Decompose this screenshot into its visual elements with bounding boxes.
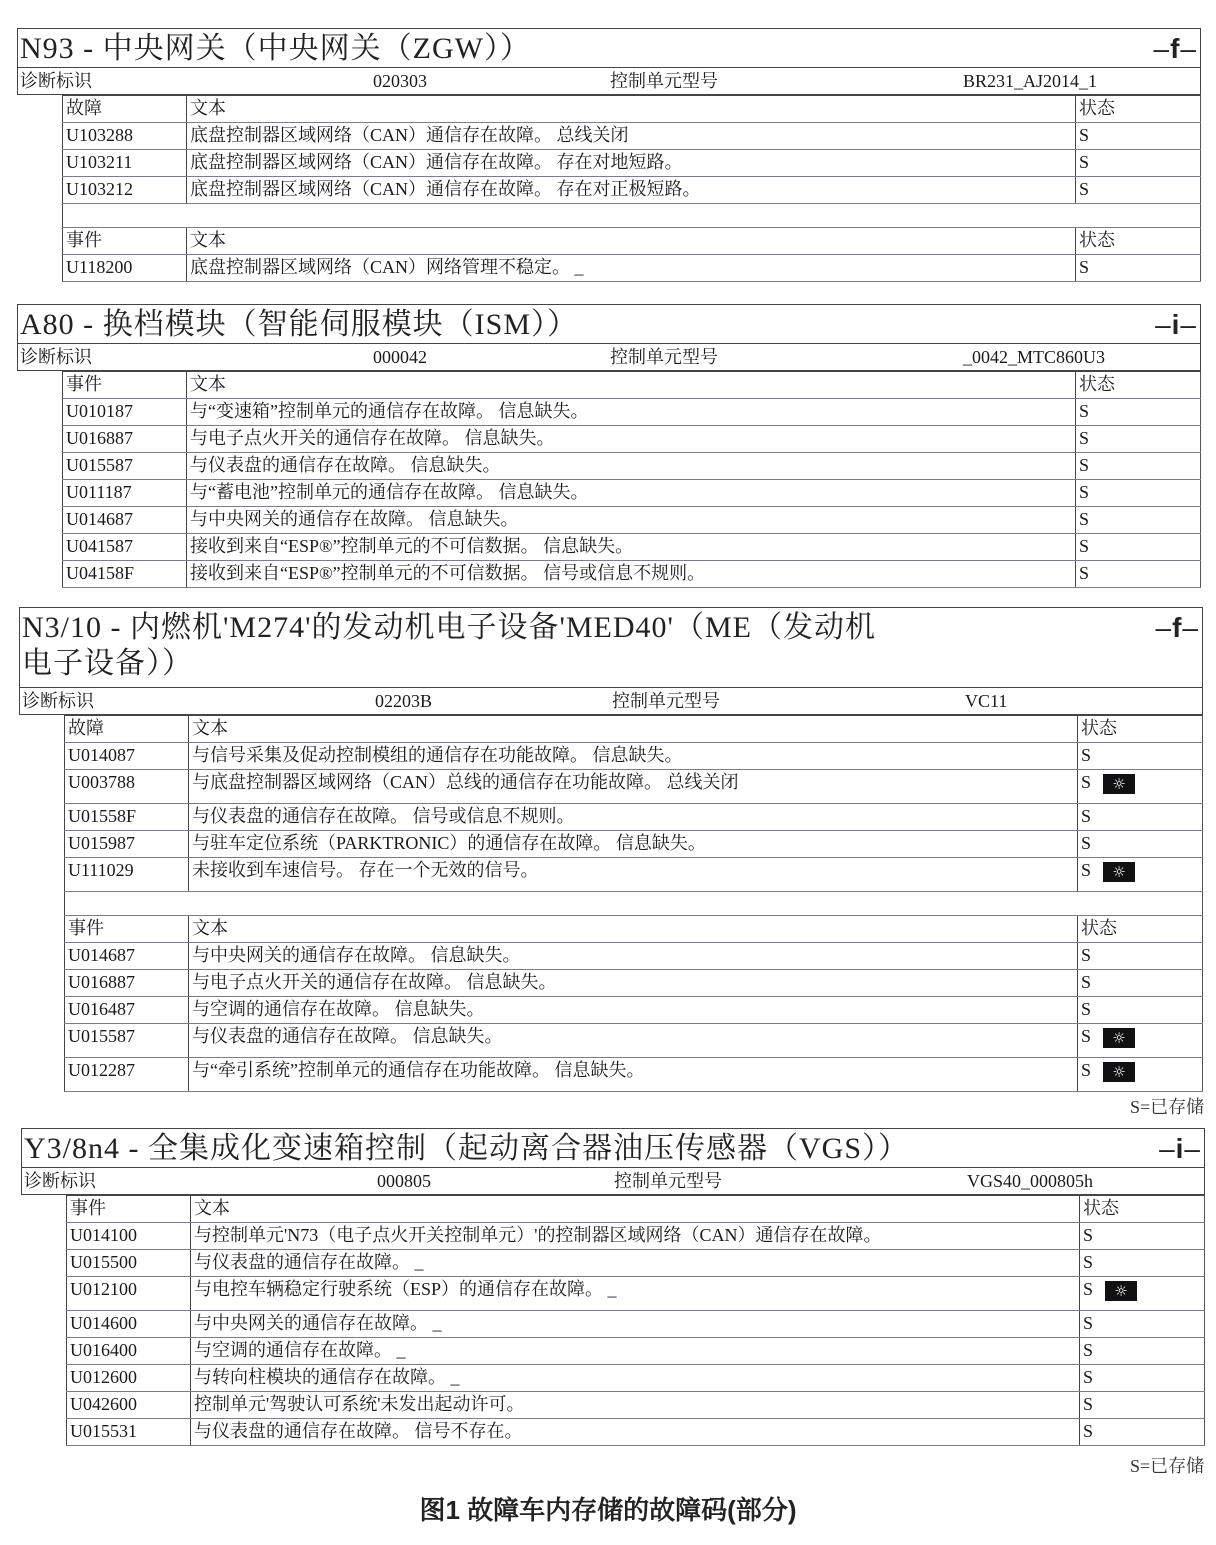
- text-cell: 与电控车辆稳定行驶系统（ESP）的通信存在故障。 _: [191, 1277, 1080, 1311]
- text-cell: 接收到来自“ESP®”控制单元的不可信数据。 信息缺失。: [187, 534, 1076, 561]
- code-cell: U04158F: [63, 561, 187, 588]
- status-value: S: [1081, 772, 1092, 792]
- col-event: 事件: [63, 228, 187, 255]
- code-cell: U012100: [67, 1277, 191, 1311]
- cu-model-label: 控制单元型号: [614, 1171, 722, 1191]
- module-a80: [17, 304, 1201, 588]
- legend-stored: S=已存储: [1130, 1456, 1205, 1476]
- table-row: [63, 399, 1201, 426]
- col-status: 状态: [1076, 228, 1201, 255]
- module-title: [19, 607, 1203, 687]
- text-cell: 接收到来自“ESP®”控制单元的不可信数据。 信号或信息不规则。: [187, 561, 1076, 588]
- code-cell: U015987: [65, 831, 189, 858]
- table-row: [65, 770, 1203, 804]
- text-cell: 与“蓄电池”控制单元的通信存在故障。 信息缺失。: [187, 480, 1076, 507]
- fault-flag-icon: – f –: [1156, 610, 1198, 646]
- diagnosis-row: [17, 343, 1201, 371]
- status-cell: S: [1076, 177, 1201, 204]
- diag-id-label: 诊断标识: [20, 71, 92, 91]
- col-status: 状态: [1078, 716, 1203, 743]
- text-cell: 与空调的通信存在故障。 _: [191, 1338, 1080, 1365]
- sun-icon: ☼: [1103, 1062, 1135, 1082]
- code-cell: U118200: [63, 255, 187, 282]
- code-cell: U01558F: [65, 804, 189, 831]
- module-title: [17, 304, 1201, 343]
- col-event: 事件: [65, 916, 189, 943]
- col-text: 文本: [189, 716, 1078, 743]
- cu-model-label: 控制单元型号: [612, 691, 720, 711]
- status-cell: S: [1076, 453, 1201, 480]
- status-cell: [1078, 1058, 1203, 1092]
- col-text: 文本: [189, 916, 1078, 943]
- code-cell: U103211: [63, 150, 187, 177]
- code-cell: U015587: [63, 453, 187, 480]
- status-value: S: [1083, 1279, 1094, 1299]
- text-cell: 未接收到车速信号。 存在一个无效的信号。: [189, 858, 1078, 892]
- table-row: [65, 1024, 1203, 1058]
- code-cell: U014600: [67, 1311, 191, 1338]
- col-status: 状态: [1076, 96, 1201, 123]
- code-cell: U014087: [65, 743, 189, 770]
- info-flag-icon: – i –: [1155, 307, 1196, 343]
- status-cell: S: [1078, 831, 1203, 858]
- module-name: A80 - 换档模块（智能伺服模块（ISM））: [20, 308, 579, 341]
- table-row: [63, 480, 1201, 507]
- table-header: [65, 916, 1203, 943]
- code-cell: U016487: [65, 997, 189, 1024]
- col-text: 文本: [191, 1196, 1080, 1223]
- table-row: [65, 943, 1203, 970]
- status-cell: S: [1080, 1223, 1205, 1250]
- text-cell: 与电子点火开关的通信存在故障。 信息缺失。: [189, 970, 1078, 997]
- diag-id-value: 020303: [373, 71, 427, 91]
- code-cell: U015531: [67, 1419, 191, 1446]
- diag-id-value: 02203B: [375, 691, 433, 711]
- code-cell: U042600: [67, 1392, 191, 1419]
- info-flag-icon: – i –: [1159, 1131, 1200, 1167]
- diag-id-value: 000805: [377, 1171, 431, 1191]
- module-n3-10: [19, 607, 1203, 1092]
- table-header: [65, 716, 1203, 743]
- diag-id-label: 诊断标识: [20, 347, 92, 367]
- table-row: [67, 1223, 1205, 1250]
- status-cell: [1078, 858, 1203, 892]
- col-status: 状态: [1078, 916, 1203, 943]
- code-cell: U014687: [63, 507, 187, 534]
- text-cell: 与中央网关的通信存在故障。 _: [191, 1311, 1080, 1338]
- col-text: 文本: [187, 228, 1076, 255]
- text-cell: 底盘控制器区域网络（CAN）通信存在故障。 存在对地短路。: [187, 150, 1076, 177]
- code-table: [62, 95, 1201, 282]
- table-row: [65, 1058, 1203, 1092]
- text-cell: 与中央网关的通信存在故障。 信息缺失。: [189, 943, 1078, 970]
- text-cell: 与仪表盘的通信存在故障。 信号不存在。: [191, 1419, 1080, 1446]
- code-cell: U003788: [65, 770, 189, 804]
- code-cell: U012287: [65, 1058, 189, 1092]
- module-title: [17, 28, 1201, 67]
- text-cell: 与信号采集及促动控制模组的通信存在功能故障。 信息缺失。: [189, 743, 1078, 770]
- status-cell: S: [1076, 561, 1201, 588]
- table-row: [63, 426, 1201, 453]
- table-row: [67, 1250, 1205, 1277]
- col-fault: 故障: [63, 96, 187, 123]
- code-cell: U041587: [63, 534, 187, 561]
- text-cell: 控制单元'驾驶认可系统'未发出起动许可。: [191, 1392, 1080, 1419]
- text-cell: 与“变速箱”控制单元的通信存在故障。 信息缺失。: [187, 399, 1076, 426]
- diagnosis-row: [21, 1167, 1205, 1195]
- text-cell: 与“牵引系统”控制单元的通信存在功能故障。 信息缺失。: [189, 1058, 1078, 1092]
- col-text: 文本: [187, 372, 1076, 399]
- code-table: [66, 1195, 1205, 1446]
- code-cell: U010187: [63, 399, 187, 426]
- status-cell: S: [1076, 255, 1201, 282]
- text-cell: 与仪表盘的通信存在故障。 信息缺失。: [187, 453, 1076, 480]
- module-title: [21, 1128, 1205, 1167]
- code-table: [62, 371, 1201, 588]
- status-cell: S: [1076, 150, 1201, 177]
- status-cell: S: [1078, 997, 1203, 1024]
- status-cell: S: [1080, 1311, 1205, 1338]
- diagnosis-row: [17, 67, 1201, 95]
- table-row: [63, 561, 1201, 588]
- code-cell: U011187: [63, 480, 187, 507]
- table-row: [63, 453, 1201, 480]
- code-cell: U012600: [67, 1365, 191, 1392]
- col-status: 状态: [1080, 1196, 1205, 1223]
- status-cell: S: [1078, 804, 1203, 831]
- fault-flag-icon: – f –: [1154, 31, 1196, 67]
- col-text: 文本: [187, 96, 1076, 123]
- module-y3-8n4: [21, 1128, 1205, 1446]
- text-cell: 底盘控制器区域网络（CAN）网络管理不稳定。 _: [187, 255, 1076, 282]
- table-row: [67, 1277, 1205, 1311]
- status-cell: S: [1078, 743, 1203, 770]
- module-name: N93 - 中央网关（中央网关（ZGW））: [20, 32, 531, 65]
- table-row: [63, 534, 1201, 561]
- status-cell: S: [1076, 507, 1201, 534]
- text-cell: 与控制单元'N73（电子点火开关控制单元）'的控制器区域网络（CAN）通信存在故障。: [191, 1223, 1080, 1250]
- text-cell: 与转向柱模块的通信存在故障。 _: [191, 1365, 1080, 1392]
- cu-model-value: VGS40_000805h: [967, 1171, 1094, 1191]
- status-cell: S: [1080, 1338, 1205, 1365]
- text-cell: 与仪表盘的通信存在故障。 _: [191, 1250, 1080, 1277]
- text-cell: 底盘控制器区域网络（CAN）通信存在故障。 总线关闭: [187, 123, 1076, 150]
- col-status: 状态: [1076, 372, 1201, 399]
- diag-id-value: 000042: [373, 347, 427, 367]
- table-row: [63, 177, 1201, 204]
- cu-model-value: _0042_MTC860U3: [963, 347, 1106, 367]
- status-cell: S: [1080, 1419, 1205, 1446]
- table-header: [63, 372, 1201, 399]
- cu-model-label: 控制单元型号: [610, 347, 718, 367]
- code-cell: U015587: [65, 1024, 189, 1058]
- text-cell: 与仪表盘的通信存在故障。 信息缺失。: [189, 1024, 1078, 1058]
- diag-id-label: 诊断标识: [22, 691, 94, 711]
- module-n93: [17, 28, 1201, 282]
- code-cell: U016887: [63, 426, 187, 453]
- status-cell: S: [1076, 399, 1201, 426]
- module-name: Y3/8n4 - 全集成化变速箱控制（起动离合器油压传感器（VGS））: [24, 1132, 910, 1165]
- table-row: [65, 997, 1203, 1024]
- code-cell: U016887: [65, 970, 189, 997]
- legend-stored: S=已存储: [1130, 1097, 1205, 1117]
- col-event: 事件: [67, 1196, 191, 1223]
- status-cell: [1078, 1024, 1203, 1058]
- table-row: [65, 858, 1203, 892]
- table-row: [65, 743, 1203, 770]
- status-cell: S: [1076, 426, 1201, 453]
- sun-icon: ☼: [1103, 774, 1135, 794]
- table-row: [65, 804, 1203, 831]
- code-cell: U103288: [63, 123, 187, 150]
- table-row: [63, 150, 1201, 177]
- status-cell: [1078, 770, 1203, 804]
- status-cell: S: [1076, 534, 1201, 561]
- code-table: [64, 715, 1203, 1092]
- cu-model-value: BR231_AJ2014_1: [963, 71, 1098, 91]
- text-cell: 与空调的通信存在故障。 信息缺失。: [189, 997, 1078, 1024]
- diag-id-label: 诊断标识: [24, 1171, 96, 1191]
- code-cell: U014100: [67, 1223, 191, 1250]
- table-row: [63, 255, 1201, 282]
- text-cell: 底盘控制器区域网络（CAN）通信存在故障。 存在对正极短路。: [187, 177, 1076, 204]
- text-cell: 与中央网关的通信存在故障。 信息缺失。: [187, 507, 1076, 534]
- module-name: N3/10 - 内燃机'M274'的发动机电子设备'MED40'（ME（发动机电子设备））: [22, 611, 876, 680]
- diagnosis-row: [19, 687, 1203, 715]
- table-header: [67, 1196, 1205, 1223]
- status-value: S: [1081, 1060, 1092, 1080]
- cu-model-label: 控制单元型号: [610, 71, 718, 91]
- spacer-row: [63, 204, 1201, 228]
- status-cell: S: [1076, 480, 1201, 507]
- status-cell: S: [1078, 943, 1203, 970]
- table-row: [67, 1365, 1205, 1392]
- col-event: 事件: [63, 372, 187, 399]
- table-header: [63, 96, 1201, 123]
- code-cell: U015500: [67, 1250, 191, 1277]
- table-row: [67, 1419, 1205, 1446]
- code-cell: U016400: [67, 1338, 191, 1365]
- code-cell: U014687: [65, 943, 189, 970]
- table-row: [65, 831, 1203, 858]
- status-value: S: [1081, 1026, 1092, 1046]
- code-cell: U111029: [65, 858, 189, 892]
- table-row: [67, 1338, 1205, 1365]
- table-row: [67, 1392, 1205, 1419]
- status-value: S: [1081, 860, 1092, 880]
- text-cell: 与电子点火开关的通信存在故障。 信息缺失。: [187, 426, 1076, 453]
- text-cell: 与仪表盘的通信存在故障。 信号或信息不规则。: [189, 804, 1078, 831]
- table-row: [63, 123, 1201, 150]
- cu-model-value: VC11: [965, 691, 1008, 711]
- table-row: [67, 1311, 1205, 1338]
- table-row: [65, 970, 1203, 997]
- status-cell: S: [1078, 970, 1203, 997]
- status-cell: S: [1080, 1365, 1205, 1392]
- col-fault: 故障: [65, 716, 189, 743]
- spacer-row: [65, 892, 1203, 916]
- code-cell: U103212: [63, 177, 187, 204]
- status-cell: S: [1076, 123, 1201, 150]
- status-cell: S: [1080, 1250, 1205, 1277]
- status-cell: [1080, 1277, 1205, 1311]
- sun-icon: ☼: [1103, 862, 1135, 882]
- figure-caption: 图1 故障车内存储的故障码(部分): [419, 1495, 797, 1525]
- text-cell: 与驻车定位系统（PARKTRONIC）的通信存在故障。 信息缺失。: [189, 831, 1078, 858]
- text-cell: 与底盘控制器区域网络（CAN）总线的通信存在功能故障。 总线关闭: [189, 770, 1078, 804]
- status-cell: S: [1080, 1392, 1205, 1419]
- sun-icon: ☼: [1103, 1028, 1135, 1048]
- table-header: [63, 228, 1201, 255]
- sun-icon: ☼: [1105, 1281, 1137, 1301]
- table-row: [63, 507, 1201, 534]
